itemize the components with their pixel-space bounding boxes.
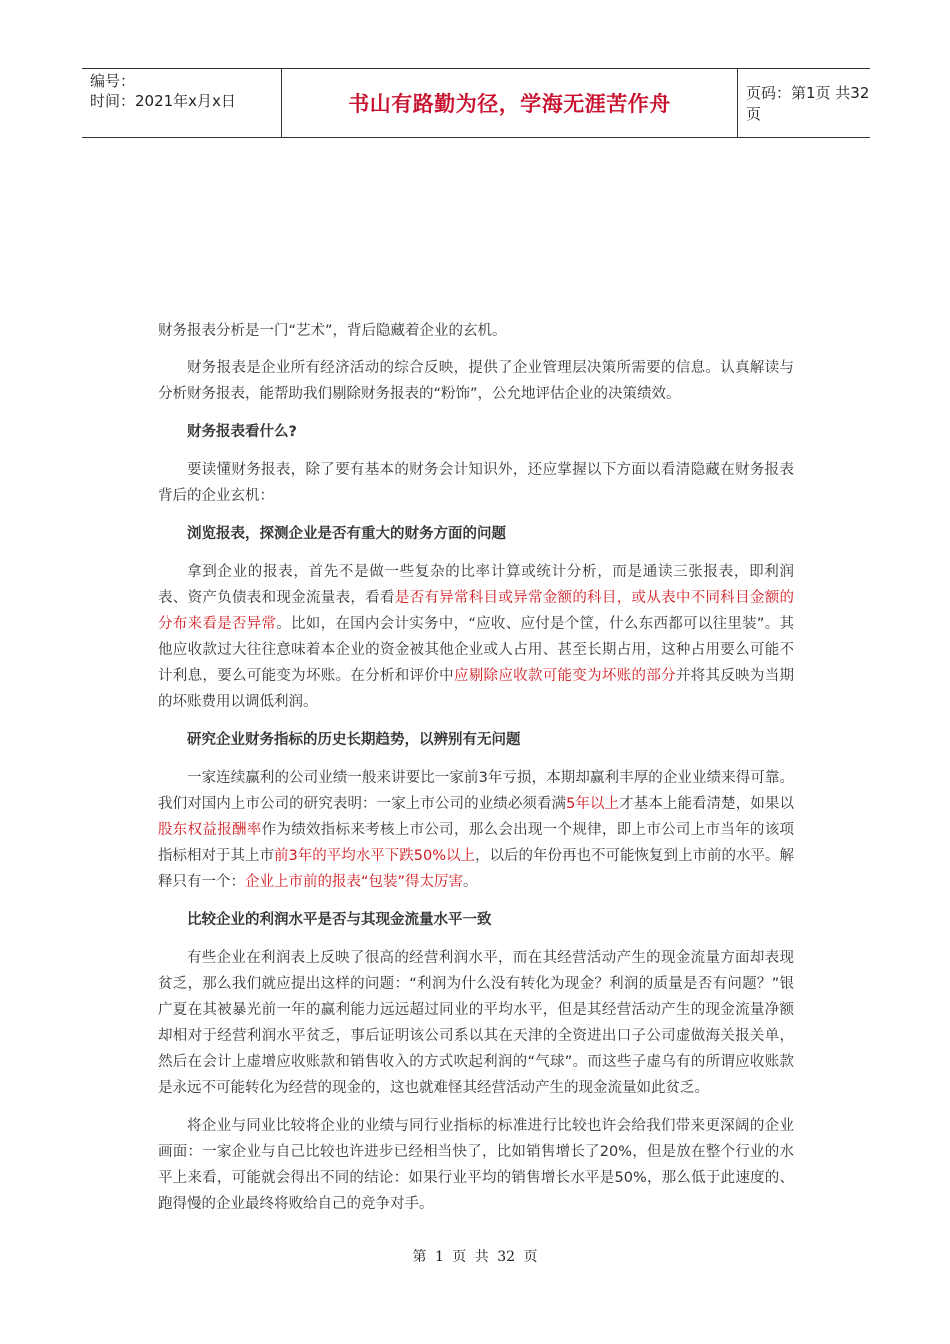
highlight-roe: 股东权益报酬率 [158,822,262,838]
section-heading-profit-cashflow: 比较企业的利润水平是否与其现金流量水平一致 [187,912,492,928]
paragraph-requirements: 要读懂财务报表，除了要有基本的财务会计知识外，还应掌握以下方面以看清隐藏在财务报表背后的企业玄机： [158,462,794,504]
paragraph-profit-cashflow: 有些企业在利润表上反映了很高的经营利润水平，而在其经营活动产生的现金流量方面却表现贫乏，那么我们就应提出这样的问题：“利润为什么没有转化为现金？利润的质量是否有问题？”银广夏在其被暴光前一年的赢利能力远远超过同业的平均水平，但是其经营活动产生的现金流量净额却相对于经营利润水平贫乏，事后证明该公司系以其在天津的全资进出口子公司虚做海关报关单，然后在会计上虚增应收账款和销售收入的方式吹起利润的“气球”。而这些子虚乌有的所谓应收账款是永远不可能转化为经营的现金的，这也就难怪其经营活动产生的现金流量如此贫乏。 [158,950,794,1096]
text-run: 才基本上能看清楚，如果以 [619,796,794,812]
page-header [82,68,870,138]
header-page-info: 页码：第1页 共32页 [746,84,870,123]
section-heading-what-to-read: 财务报表看什么? [187,424,297,440]
text-run: 。比如，在国内会计实务中，“应收、应付是个筐，什么东西都可以往里装”。其他应收款过大往往意味着本企业的资金被其他企业或人占用、甚至长期占用，这种占用要么可能不计利息，要么可能变为坏账。在分析和评价中 [158,616,794,684]
header-left-cell [82,69,282,137]
paragraph-browse-statements [158,559,794,715]
text-run: 拿到企业的报表，首先不是做一些复杂的比率计算或统计分析，而是通读三张报表，即利润表、资产负债表和现金流量表，看看 [158,564,794,606]
page-footer: 第 1 页 共 32 页 [412,1249,538,1265]
intro-paragraph: 财务报表分析是一门“艺术”，背后隐藏着企业的玄机。 [158,323,507,339]
paragraph-long-term-trend [158,765,794,895]
highlight-packaging: 企业上市前的报表“包装”得太厉害 [245,874,464,890]
text-run: 并将其反映为当期的坏账费用以调低利润。 [158,668,795,710]
document-body [158,318,794,1217]
text-run: ，以后的年份再也不可能恢复到上市前的水平。解释只有一个： [158,848,795,890]
section-heading-long-term-trend: 研究企业财务指标的历史长期趋势，以辨别有无问题 [187,732,521,748]
highlight-bad-debt: 应剔除应收款可能变为坏账的部分 [453,668,676,684]
highlight-abnormal-items: 是否有异常科目或异常金额的科目，或从表中不同科目金额的分布来看是否异常 [158,590,795,632]
paragraph-industry-comparison: 将企业与同业比较将企业的业绩与同行业指标的标准进行比较也许会给我们带来更深阔的企业画面：一家企业与自己比较也许进步已经相当快了，比如销售增长了20%，但是放在整个行业的水平上来看，可能就会得出不同的结论：如果行业平均的销售增长水平是50%，那么低于此速度的、跑得慢的企业最终将败给自己的竞争对手。 [158,1118,794,1212]
highlight-decline: 前3年的平均水平下跌50%以上 [274,848,475,864]
text-run: 一家连续赢利的公司业绩一般来讲要比一家前3年亏损，本期却赢利丰厚的企业业绩来得可靠。我们对国内上市公司的研究表明：一家上市公司的业绩必须看满 [158,770,794,812]
paragraph-overview: 财务报表是企业所有经济活动的综合反映，提供了企业管理层决策所需要的信息。认真解读与分析财务报表，能帮助我们剔除财务报表的“粉饰”，公允地评估企业的决策绩效。 [158,360,794,402]
section-heading-browse-statements: 浏览报表，探测企业是否有重大的财务方面的问题 [187,526,506,542]
header-motto-cell [282,69,738,137]
text-run: 。 [463,874,478,890]
highlight-five-years: 5年以上 [566,796,620,812]
text-run: 作为绩效指标来考核上市公司，那么会出现一个规律，即上市公司上市当年的该项指标相对于其上市 [158,822,795,864]
document-time-label: 时间：2021年x月x日 [90,92,236,110]
header-motto: 书山有路勤为径，学海无涯苦作舟 [348,92,671,116]
document-number-label: 编号： [90,72,136,90]
